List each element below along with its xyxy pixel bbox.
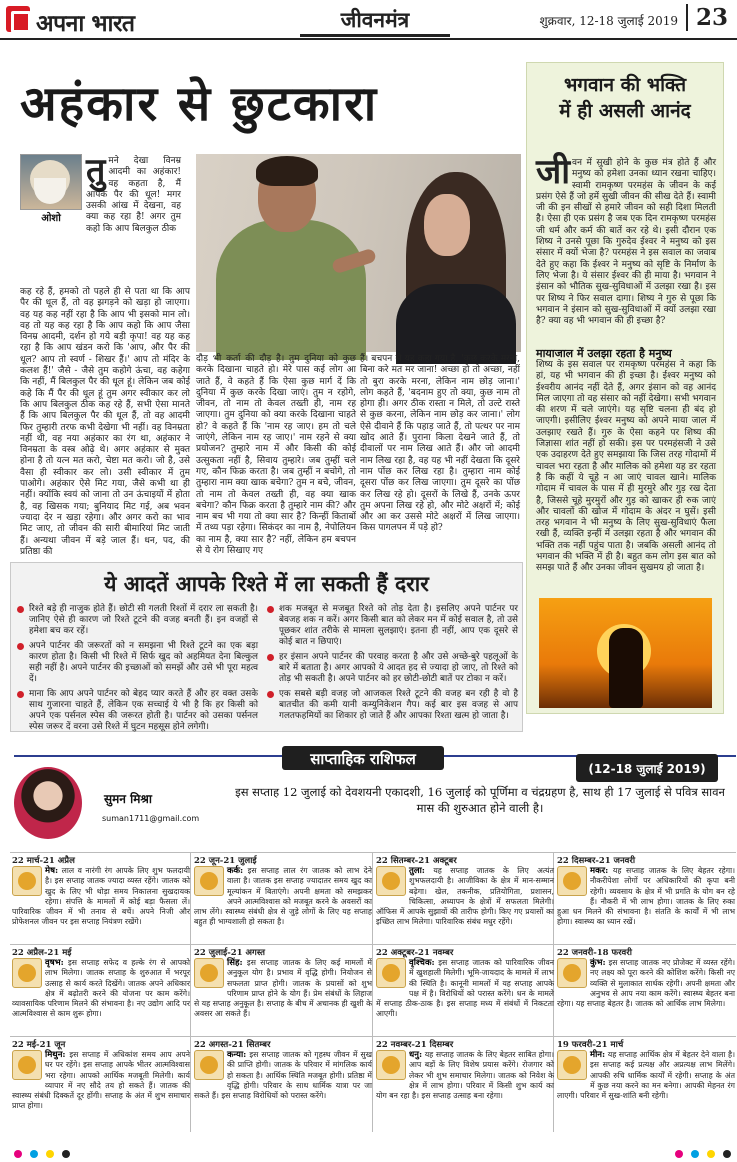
horoscope-text: [194, 948, 372, 1019]
zodiac-icon: [194, 1050, 224, 1080]
horoscope-text: [12, 1040, 190, 1111]
sidebar-title-line-2: में ही असली आनंद: [559, 100, 691, 122]
horoscope-title: साप्ताहिक राशिफल: [310, 750, 416, 768]
sign-forecast: लाल व नारंगी रंग आपके लिए शुभ फलदायी है। इस सप्ताह जातक ज्यादा व्यस्त रहेंगे। जातक को खुद के लिए भी थोड़ा समय निकालना सुखदायक रहेगा। संपत्ति के मामलों में कोई बड़ा फैसला लें। पारिवारिक जीवन में भी तनाव से बचें। अपने निजी और प्रोफेशनल जीवन पर इस सप्ताह नियंत्रण रखेंगे।: [12, 866, 190, 927]
registration-dot: [723, 1150, 731, 1158]
relationship-item: एक सबसे बड़ी वजह जो आजकल रिश्ते टूटने की वजह बन रही है वो है बातचीत की कमी यानी कम्युनिकेशन गैप। कई बार इस वजह से आप गलतफहमियों का शिकार हो जाते हैं और आपका रिश्ता खत्म हो जाता है।: [266, 689, 518, 722]
sign-forecast: यह सप्ताह जातक के लिए बेहतर साबित होगा। आप बड़ों के लिए विशेष प्रयास करेंगे। रोजगार को लेकर भी शुभ समाचार मिलेगा। जातक को निवेश के क्षेत्र में लाभ होगा। परिवार में किसी शुभ कार्य का योग बन रहा है। इस सप्ताह उत्साह बना रहेगा।: [376, 1050, 554, 1101]
sign-dates: 22 मार्च-21 अप्रैल: [12, 856, 75, 866]
sign-name: वृषभ:: [45, 958, 64, 969]
sign-name: सिंह:: [227, 958, 243, 969]
logo-icon: [6, 6, 30, 32]
horoscope-cell: [557, 1040, 735, 1128]
sign-forecast: इस सप्ताह सफेद व हल्के रंग से आपको लाभ मिलेगा। जातक सप्ताह के शुरुआत में भरपूर उत्साह से कार्य करते दिखेंगे। जातक अपने अधिकार क्षेत्र में बढ़ोतरी करने की योजना पर काम करेंगे। व्यावसायिक परिणाम मिलने की संभावना है। नए उद्योग आदि पर आत्मविश्वास से काम शुरू होगा।: [12, 958, 190, 1019]
registration-dot: [30, 1150, 38, 1158]
sign-name: धनु:: [409, 1050, 423, 1061]
sign-forecast: यह सप्ताह जातक के लिए बेहतर रहेगा। नौकरीपेशा लोगों पर अधिकारियों की कृपा बनी रहेगी। व्यवसाय के क्षेत्र में भी प्रगति के योग बन रहे हैं। नौकरी में भी लाभ होगा। जातक के लिए रुका हुआ धन मिलने की संभावना है। संतति के कार्यों में भी लाभ होगा। स्वास्थ्य का ध्यान रखें।: [557, 866, 735, 927]
relationship-item: अपने पार्टनर की जरूरतों को न समझना भी रिश्ते टूटने का एक बड़ा कारण होता है। किसी भी रिश्ते में सिर्फ खुद को अहमियत देना बिल्कुल सही नहीं है। अपने पार्टनर की इच्छाओं को समझें और उसे भी पूरा महत्व दें।: [16, 641, 258, 685]
photo-woman-body: [396, 284, 516, 364]
photo-man-hair: [256, 156, 318, 186]
sign-name: कुंभ:: [590, 958, 606, 969]
brand-name: अपना भारत: [36, 10, 135, 37]
horoscope-text: [376, 948, 554, 1019]
col-divider: [372, 852, 373, 1132]
sign-name: कन्या:: [227, 1050, 247, 1061]
relationship-list-right: [266, 604, 518, 726]
zodiac-icon: [376, 1050, 406, 1080]
zodiac-icon: [12, 866, 42, 896]
sign-dates: 22 अक्टूबर-21 नवम्बर: [376, 948, 454, 958]
zodiac-icon: [12, 958, 42, 988]
photo-woman-face: [424, 194, 470, 256]
sidebar-text: वन में सुखी होने के कुछ मंत्र होते हैं और मनुष्य को हमेशा उनका ध्यान रखना चाहिए। स्वामी रामकृष्ण परमहंस के जीवन के कई प्रसंग ऐसे हैं जो हमें सुखी जीवन की सीख देते हैं। स्वामी जी की इन सीखों से हमारे जीवन को सही दिशा मिलती है। ऐसा ही एक प्रसंग है जब एक दिन रामकृष्ण परमहंस जी धर्म और कर्म की बातें कर रहे थे। इसी दौरान एक शिष्य ने उनसे पूछा कि गुरुदेव ईश्वर ने मनुष्य को इस संसार में क्यों भेजा है? परमहंस ने इस सवाल का जवाब देते हुए कहा कि ईश्वर ने मनुष्य को सृष्टि के निर्माण के लिए भेजा है। ये संसार ईश्वर की ही माया है। भगवान ने इंसान को भौतिक सुख-सुविधाओं में उलझा रखा है। इस पर शिष्य ने फिर सवाल दागा। शिष्य ने गुरु से पूछा कि भगवान ने इंसान को सुख-सुविधाओं में क्यों उलझा रखा है? क्या वह भी भगवान की ही इच्छा है?: [536, 158, 716, 327]
sign-dates: 22 अप्रैल-21 मई: [12, 948, 72, 958]
page-number: 23: [686, 4, 736, 31]
zodiac-icon: [376, 958, 406, 988]
row-divider: [10, 944, 736, 945]
horoscope-cell: [194, 948, 372, 1036]
horoscope-cell: [12, 1040, 190, 1128]
sign-forecast: यह सप्ताह जातक के लिए अत्यंत शुभफलदायी है। आजीविका के क्षेत्र में मान-सम्मान बढ़ेगा। खेल, तकनीक, प्रतियोगिता, प्रशासन, चिकित्सा, अध्यापन के क्षेत्रों में सफलता मिलेगी। ऑफिस में आपके सुझावों की तारीफ होगी। किए गए प्रयासों का इच्छित लाभ मिलेगा। पारिवारिक संबंध मधुर रहेंगे।: [376, 866, 554, 927]
sign-forecast: इस सप्ताह लाल रंग जातक को लाभ देने वाला है। जातक इस सप्ताह ज्यादातर समय खुद का मूल्यांकन में बिताएंगे। अपनी क्षमता को समझकर अपने आत्मविश्वास को मजबूत करने के अवसरों का लाभ लेंगे। स्वास्थ्य संबंधी क्षेत्र से जुड़े लोगों के लिए यह सप्ताह बहुत ही भाग्यशाली हो सकता है।: [194, 866, 372, 927]
issue-date: शुक्रवार, 12-18 जुलाई 2019: [539, 14, 678, 28]
article-column-2: दौड़ भी कर्ता की दौड़ है। तुम दुनिया को कुछ करके दिखाना चाहते हो। मेरे पास कई लोग आ जाते हैं, वे कहते हैं कि ऐसा कुछ मार्ग दें कि दुनिया में कुछ करके दिखा जाएं। तुम न रहोगे, जीवन, तो नाम तो केवल तख्ती ही, नाम रह जाएगा। तुम दुनिया को क्या करके दिखाना चाहते हो? वे कहते हैं कि 'नाम रह जाए। हम तो चले जाएंगे, लेकिन नाम रह जाए।' नाम रहने से क्या प्रयोजन? तुम्हारे नाम में और किसी की कोई उत्सुकता नहीं है, सिवाय तुम्हारे। जब तुम्हीं चले गए, कौन फिक्र करता है। जब तुम्हीं न बचोगे, तो तुम्हारा नाम क्या खाक बचेगा? तुम न बचे, जीवन, तो नाम तो केवल तख्ती ही, वह क्या खाक बचेगा? कौन फिक्र करता है तुम्हारे नाम की? और नाम बच भी गया तो क्या सार है? किन्हीं किताबों में तथ्य पड़ा रहेगा। सिकंदर का नाम है, नेपोलियन का नाम है, क्या सार है? नहीं, लेकिन हम बचपन से ये रोग सिखाए गए: [196, 354, 356, 557]
horoscope-cell: [194, 1040, 372, 1128]
horoscope-text: [194, 1040, 372, 1101]
horoscope-text: [557, 948, 735, 1009]
sign-dates: 22 अगस्त-21 सितम्बर: [194, 1040, 271, 1050]
author-caption: ओशो: [41, 213, 61, 224]
horoscope-cell: [194, 856, 372, 944]
col-divider: [190, 852, 191, 1132]
sign-dates: 22 सितम्बर-21 अक्टूबर: [376, 856, 457, 866]
article-column-3: हैं। बचपन से यह कहा गया है, 'कुछ करके मरना, बिना करे मत मर जाना! अच्छा हो तो अच्छा, नहीं तो बुरा करके मरना, लेकिन नाम छोड़ जाना।' लोग कहते हैं, 'बदनाम हुए तो क्या, कुछ नाम तो होगा ही। अगर ठीक रास्ता न मिले, तो उल्टे रास्ते से कुछ करना, लेकिन नाम छोड़ कर जाना।' लोग ऐसे दीवाने हैं कि पहाड़ जाते हैं, तो पत्थर पर नाम खोद आते हैं। पुराना किला देखने जाते हैं, तो दीवालों पर नाम लिख आते हैं। और जो आदमी नाम लिख रहा है, वह यह भी नहीं देखता कि दूसरे नाम पोंछ कर लिख रहा है। तुम्हारा नाम कोई दूसरा पोंछ कर लिख जाएगा। तुम दूसरे का पोंछ कर लिख रहे हो। दूसरों के लिखे हैं, उनके ऊपर तुम अपना लिख रहे हो, और मोटे अक्षरों में; कोई और आ कर उससे मोटे अक्षरों में लिख जाएगा। किस पागलपन में पड़े हो?: [360, 354, 520, 534]
sign-name: तुला:: [409, 866, 425, 877]
relationship-item: माना कि आप अपने पार्टनर को बेहद प्यार करते हैं और हर वक्त उसके साथ गुजारना चाहते हैं, लेकिन एक सच्चाई ये भी है कि हर किसी को अपने एक पर्सनल स्पेस की जरूरत होती है। पार्टनर को उसका पर्सनल स्पेस जरूर दें वरना उसे रिश्ते में घुटन महसूस होने लगेगी।: [16, 689, 258, 733]
registration-dot: [707, 1150, 715, 1158]
sign-name: मकर:: [590, 866, 609, 877]
horoscope-text: [557, 1040, 735, 1101]
zodiac-icon: [557, 1050, 587, 1080]
sign-dates: 22 दिसम्बर-21 जनवरी: [557, 856, 636, 866]
relationship-title: ये आदतें आपके रिश्ते में ला सकती हैं दरार: [104, 571, 429, 596]
sign-dates: 22 जनवरी-18 फरवरी: [557, 948, 632, 958]
zodiac-icon: [376, 866, 406, 896]
sidebar-title-line-1: भगवान की भक्ति: [563, 74, 687, 96]
row-divider: [10, 852, 736, 853]
zodiac-icon: [557, 866, 587, 896]
sidebar-subhead: मायाजाल में उलझा रहता है मनुष्य: [536, 347, 672, 360]
sign-forecast: इस सप्ताह में अधिकांश समय आप अपने घर पर रहेंगे। इस सप्ताह आपके भीतर आत्मविश्वास भरा रहेगा। आपको आर्थिक मजबूती मिलेगी। कार्य व्यापार में नए सौदे तय हो सकते हैं। जातक की स्वास्थ्य संबंधी दिक्कतें दूर होंगी। सप्ताह के अंत में शुभ समाचार प्राप्त होगा।: [12, 1050, 190, 1111]
horoscope-text: [376, 1040, 554, 1101]
photo-man-body: [216, 220, 366, 360]
sign-name: कर्क:: [227, 866, 244, 877]
article-column-1: कह रहे हैं, हमको तो पहले ही से पता था कि आप पैर की धूल हैं, तो वह झगड़ने को खड़ा हो जाएगा। वह यह कह नहीं रहा है कि आप भी इसको मान लो। वह तो यह कह रहा है कि आप कहो कि आप जैसा विनम्र आदमी, दर्शन हो गये बड़ी कृपा! वह यह कह रहा है कि आप खंडन करो कि 'आप, और पैर की धूल? आप तो स्वर्ण - शिखर हैं।' आप तो मंदिर के कलश हैं!' जैसे - जैसे तुम कहोगे ऊंचा, वह कहेगा कि नहीं, मैं बिलकुल पैर की धूल हूं। लेकिन जब कोई कहे कि मैं पैर की धूल हूं तुम अगर स्वीकार कर लो कि आप बिलकुल ठीक कह रहे हैं, सभी ऐसा मानते हैं कि आप बिलकुल पैर की धूल हैं, तो वह आदमी फिर तुम्हारी तरफ कभी देखेगा भी नहीं। वह विनम्रता नहीं थी, वह नया अहंकार का रंग था, अहंकार ने विनम्रता के वस्त्र ओढ़े थे। अगर अहंकार से मुक्त होना है तो यत्न मत करो, चेष्टा मत करो। जो है, उसे वैसा ही स्वीकार कर लो। उसी स्वीकार में तुम पाओगे। अहंकार ऐसे मिट गया, जैसे कभी था ही नहीं। क्योंकि स्वयं को जाना तो उन ऊंचाइयों में होता है, वह खिसक गया; बुनियाद मिट गई, अब भवन ज्यादा देर न खड़ा रहेगा। और अगर करो का भाव मिट जाए, तो जीवन की सारी बीमारियां मिट जाती हैं। अन्यथा जीवन में बड़े जाल हैं। धन, पद, की प्रतिष्ठा की: [20, 287, 190, 557]
horoscope-cell: [376, 856, 554, 944]
praying-silhouette: [609, 628, 643, 708]
sign-dates: 22 नवम्बर-21 दिसम्बर: [376, 1040, 454, 1050]
horoscope-cell: [557, 948, 735, 1036]
horoscope-cell: [557, 856, 735, 944]
relationship-list-left: [16, 604, 258, 737]
dropcap: तु: [86, 151, 106, 191]
prayer-sunset-photo: [539, 598, 712, 708]
sign-forecast: इस सप्ताह जातक को गृहस्थ जीवन में सुख की प्राप्ति होगी। जातक के परिवार में मांगलिक कार्य हो सकता है। आर्थिक स्थिति मजबूत होगी। प्रतिष्ठा में वृद्धि होगी। परिवार के साथ धार्मिक यात्रा पर जा सकते हैं। इस सप्ताह विरोधियों को परास्त करेंगे।: [194, 1050, 372, 1101]
horoscope-text: [376, 856, 554, 927]
sidebar-title: [526, 72, 724, 124]
color-strip: [0, 1146, 737, 1162]
registration-dot: [46, 1150, 54, 1158]
sign-dates: 22 जून-21 जुलाई: [194, 856, 257, 866]
article-column-1-top: [86, 151, 181, 286]
astrologer-name: सुमन मिश्रा: [104, 792, 153, 806]
sign-name: मीन:: [590, 1050, 606, 1061]
sidebar-body: [536, 152, 716, 342]
sign-forecast: यह सप्ताह आर्थिक क्षेत्र में बेहतर देने वाला है। इस सप्ताह कई प्रत्यक्ष और अप्रत्यक्ष लाभ मिलेंगे। आपकी रुचि धार्मिक कार्यों में रहेगी। सप्ताह के अंत में कुछ नया करने का मन बनेगा। आपकी मेहनत रंग लाएगी। परिवार में सुख-शांति बनी रहेगी।: [557, 1050, 735, 1101]
zodiac-icon: [194, 866, 224, 896]
horoscope-dates: (12-18 जुलाई 2019): [588, 762, 706, 776]
sign-forecast: इस सप्ताह जातक के लिए कई मामलों में अनुकूल योग है। प्रभाव में वृद्धि होगी। नियोजन से सफलता प्राप्त होगी। जातक के प्रयासों को शुभ परिणाम प्राप्त होने के योग हैं। प्रेम संबंधों के लिहाज से यह सप्ताह अनुकूल है। सप्ताह के बीच में अचानक ही खुशी के अवसर आ सकते हैं।: [194, 958, 372, 1019]
horoscope-cell: [376, 1040, 554, 1128]
section-title: जीवनमंत्र: [340, 7, 410, 32]
sign-forecast: इस सप्ताह जातक को पारिवारिक जीवन में खुशहाली मिलेगी। भूमि-जायदाद के मामले में लाभ की स्थिति है। कानूनी मामलों में यह सप्ताह आपके पक्ष में है। विरोधियों को परास्त करेंगे। धन के मामले में सप्ताह ठीक-ठाक है। इस सप्ताह मध्य में संबंधों में निकटता आएगी।: [376, 958, 554, 1019]
horoscope-cell: [12, 948, 190, 1036]
horoscope-cell: [376, 948, 554, 1036]
main-headline: अहंकार से छुटकारा: [20, 76, 379, 132]
section-underline: [300, 34, 450, 37]
sign-dates: 22 मई-21 जून: [12, 1040, 66, 1050]
registration-dot: [14, 1150, 22, 1158]
registration-dot: [62, 1150, 70, 1158]
sign-dates: 19 फरवरी-21 मार्च: [557, 1040, 624, 1050]
horoscope-text: [557, 856, 735, 927]
sign-name: मिथुन:: [45, 1050, 66, 1061]
zodiac-icon: [12, 1050, 42, 1080]
astrologer-email: suman1711@gmail.com: [102, 814, 200, 823]
horoscope-cell: [12, 856, 190, 944]
sign-name: वृश्चिक:: [409, 958, 435, 969]
sign-forecast: इस सप्ताह जातक नए प्रोजेक्ट में व्यस्त रहेंगे। नए लक्ष्य को पूरा करने की कोशिश करेंगे। किसी नए व्यक्ति से मुलाकात सार्थक रहेगी। अपनी क्षमता और अनुभव से आप नया काम करेंगे। स्वास्थ्य बेहतर बना रहेगा। यह सप्ताह बेहतर है। जातक को आर्थिक लाभ मिलेगा।: [557, 958, 735, 1009]
relationship-item: हर इंसान अपने पार्टनर की परवाह करता है और उसे अच्छे-बुरे पहलूओं के बारे में बताता है। अगर आपको ये आदत हद से ज्यादा हो जाए, तो रिश्ते को तोड़ भी सकती है। अपने पार्टनर को हर छोटी-छोटी बातें पर टोका न करें।: [266, 652, 518, 685]
sign-dates: 22 जुलाई-21 अगस्त: [194, 948, 265, 958]
zodiac-icon: [194, 958, 224, 988]
couple-argument-photo: [196, 154, 521, 352]
horoscope-text: [194, 856, 372, 927]
relationship-item: रिश्ते बड़े ही नाजुक होते हैं। छोटी सी गलती रिश्तों में दरार ला सकती है। जानिए ऐसे ही कारण जो रिश्ते टूटने की वजह बनती हैं। इन वजहों से हमेशा बच कर रहें।: [16, 604, 258, 637]
sign-name: मेष:: [45, 866, 59, 877]
registration-dot: [691, 1150, 699, 1158]
relationship-item: शक मजबूत से मजबूत रिश्ते को तोड़ देता है। इसलिए अपने पार्टनर पर बेवजह शक न करें। अगर किसी बात को लेकर मन में कोई सवाल है, तो उसे पूछकर शांत तरीके से मामला सुलझाएं। इतना ही नहीं, आप एक दूसरे से कोई बात न छिपाएं।: [266, 604, 518, 648]
sidebar-body-2: शिष्य के इस सवाल पर रामकृष्ण परमहंस ने कहा कि हां, यह भी भगवान की ही इच्छा है। ईश्वर मनुष्य को ईश्वरीय आनंद नहीं देते हैं, अगर इंसान को वह आनंद मिल जाएगा तो वह संसार को नहीं देखेगा। सभी भगवान की शरण में चले जाएंगे। यह सृष्टि चलना ही बंद हो जाएगी। इसीलिए ईश्वर मनुष्य को अपने माया जाल में उलझाए रखते हैं। गुरु के ऐसा कहने पर शिष्य की जिज्ञासा शांत नहीं हो सकी। इस पर परमहंसजी ने उसे एक उदाहरण देते हुए समझाया कि जिस तरह गोदामों में चावल भरा रहता है और मालिक को हमेशा यह डर रहता है कि कहीं ये चूहे न आ जाएं चावल खाने। मालिक गोदाम में चावल के पास में ही मुरमुरे और गुड़ रख देता है, जिससे चूहे मुरमुरों और गुड़ को खाकर ही रुक जाएं और चावलों की खोज में गोदाम के अंदर न घुसें। इसी तरह भगवान ने भी मनुष्य के लिए सुख-सुविधाएं फैला रखी हैं, व्यक्ति इन्हीं में उलझा रहता है और भगवान की भक्ति तक नहीं पहुंच पाता है। जबकि असली आनंद तो भगवान की भक्ति में ही है। बहुत कम लोग इस बात को समझ पाते हैं और उनका जीवन सुखमय हो जाता है।: [536, 360, 716, 574]
article-text: मने देखा विनम्र आदमी का अहंकार! वह कहता है, मैं आपके पैर की धूल! मगर उसकी आंख में देखना, वह क्या कह रहा है! अगर तुम कहो कि आप बिलकुल ठीक: [86, 156, 181, 234]
horoscope-intro: इस सप्ताह 12 जुलाई को देवशयनी एकादशी, 16 जुलाई को पूर्णिमा व चंद्रग्रहण है, साथ ही 17 जुलाई से पवित्र सावन मास की शुरुआत होने वाली है।: [235, 785, 725, 815]
horoscope-text: [12, 948, 190, 1019]
row-divider: [10, 1036, 736, 1037]
horoscope-text: [12, 856, 190, 927]
zodiac-icon: [557, 958, 587, 988]
sidebar-dropcap: जी: [536, 152, 571, 192]
registration-dot: [675, 1150, 683, 1158]
astrologer-avatar: [14, 767, 82, 839]
